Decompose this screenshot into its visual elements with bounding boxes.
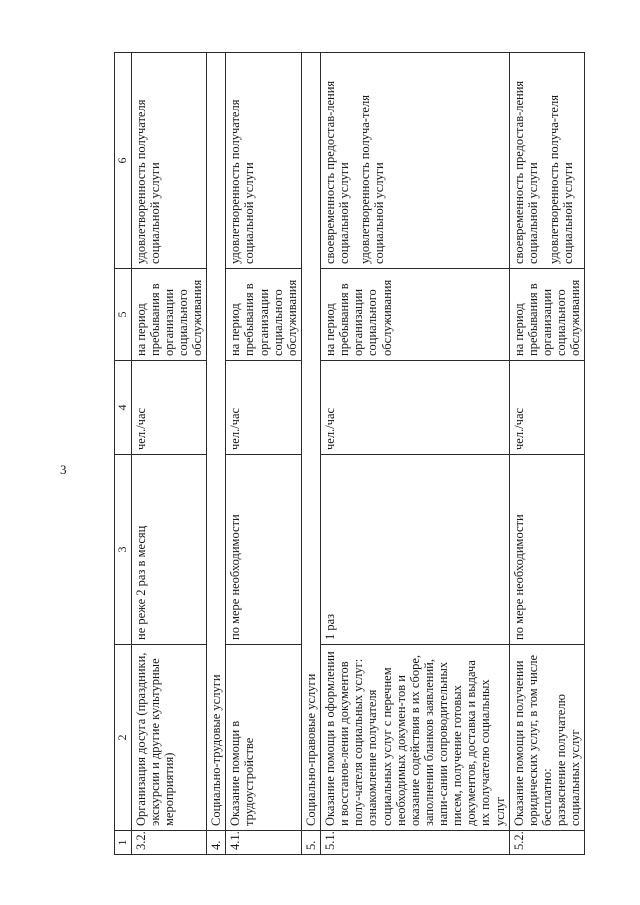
criteria bbox=[226, 53, 302, 269]
frequency: по мере необходимости bbox=[509, 455, 585, 645]
table-row bbox=[321, 53, 510, 855]
column-header: 6 bbox=[115, 53, 132, 269]
column-header: 1 bbox=[115, 831, 132, 855]
period: на период пребывания в организации социального обслуживания bbox=[321, 269, 510, 361]
period: на период пребывания в организации социального обслуживания bbox=[226, 269, 302, 361]
table-row bbox=[509, 53, 585, 855]
service-detail: разъяснение получателю социальных услуг bbox=[554, 694, 583, 826]
services-table bbox=[114, 52, 585, 855]
period: на период пребывания в организации социального обслуживания bbox=[131, 269, 207, 361]
section-number: 4. bbox=[207, 831, 226, 855]
section-row bbox=[301, 53, 320, 855]
column-header: 3 bbox=[115, 455, 132, 645]
unit: чел./час bbox=[131, 361, 207, 455]
frequency: 1 раз bbox=[321, 455, 510, 645]
criteria bbox=[321, 53, 510, 269]
service-name bbox=[509, 645, 585, 831]
service-text: Оказание помощи в трудоустройстве bbox=[228, 720, 257, 826]
table-row bbox=[226, 53, 302, 855]
page-number: 3 bbox=[60, 462, 67, 477]
service-name bbox=[321, 645, 510, 831]
table-row bbox=[131, 53, 207, 855]
table-body bbox=[115, 53, 585, 855]
row-number: 5.1. bbox=[321, 831, 510, 855]
criteria bbox=[131, 53, 207, 269]
row-number: 5.2. bbox=[509, 831, 585, 855]
criteria-item: удовлетворенность получателя социальной услуги bbox=[133, 99, 162, 264]
criteria bbox=[509, 53, 585, 269]
service-name bbox=[226, 645, 302, 831]
service-text: Оказание помощи в получении юридических услуг, в том числе бесплатно: bbox=[511, 654, 554, 826]
service-detail: ознакомление получателя социальных услуг с перечнем необходимых докумен-тов и оказание содействия в их сборе, заполнении бланков заявлений, напи-сании сопроводительных писем, получение готовых документов, доставка и выдача их получателю социальных услуг bbox=[365, 654, 507, 826]
column-header: 4 bbox=[115, 361, 132, 455]
row-number: 3.2. bbox=[131, 831, 207, 855]
frequency: не реже 2 раз в месяц bbox=[131, 455, 207, 645]
criteria-item: своевременность предостав-ления социальной услуги bbox=[323, 80, 352, 264]
column-header: 2 bbox=[115, 645, 132, 831]
service-name bbox=[131, 645, 207, 831]
unit: чел./час bbox=[509, 361, 585, 455]
header-row bbox=[115, 53, 132, 855]
criteria-item: удовлетворенность получа-теля социальной услуги bbox=[546, 95, 576, 264]
section-row bbox=[207, 53, 226, 855]
row-number: 4.1. bbox=[226, 831, 302, 855]
section-number: 5. bbox=[301, 831, 320, 855]
unit: чел./час bbox=[226, 361, 302, 455]
criteria-item: удовлетворенность получателя социальной услуги bbox=[228, 99, 257, 264]
service-text: Оказание помощи в оформлении и восстанов-лении документов полу-чателя социальных услуг: bbox=[323, 651, 366, 826]
service-text: Организация досуга (праздники, экскурсии и другие культурные мероприятия) bbox=[133, 652, 176, 826]
section-title: Социально-правовые услуги bbox=[301, 53, 320, 831]
criteria-item: удовлетворенность получа-теля социальной услуги bbox=[358, 95, 387, 264]
column-header: 5 bbox=[115, 269, 132, 361]
frequency: по мере необходимости bbox=[226, 455, 302, 645]
criteria-item: своевременность предостав-ления социальной услуги bbox=[511, 80, 540, 264]
period: на период пребывания в организации социального обслуживания bbox=[509, 269, 585, 361]
section-title: Социально-трудовые услуги bbox=[207, 53, 226, 831]
unit: чел./час bbox=[321, 361, 510, 455]
